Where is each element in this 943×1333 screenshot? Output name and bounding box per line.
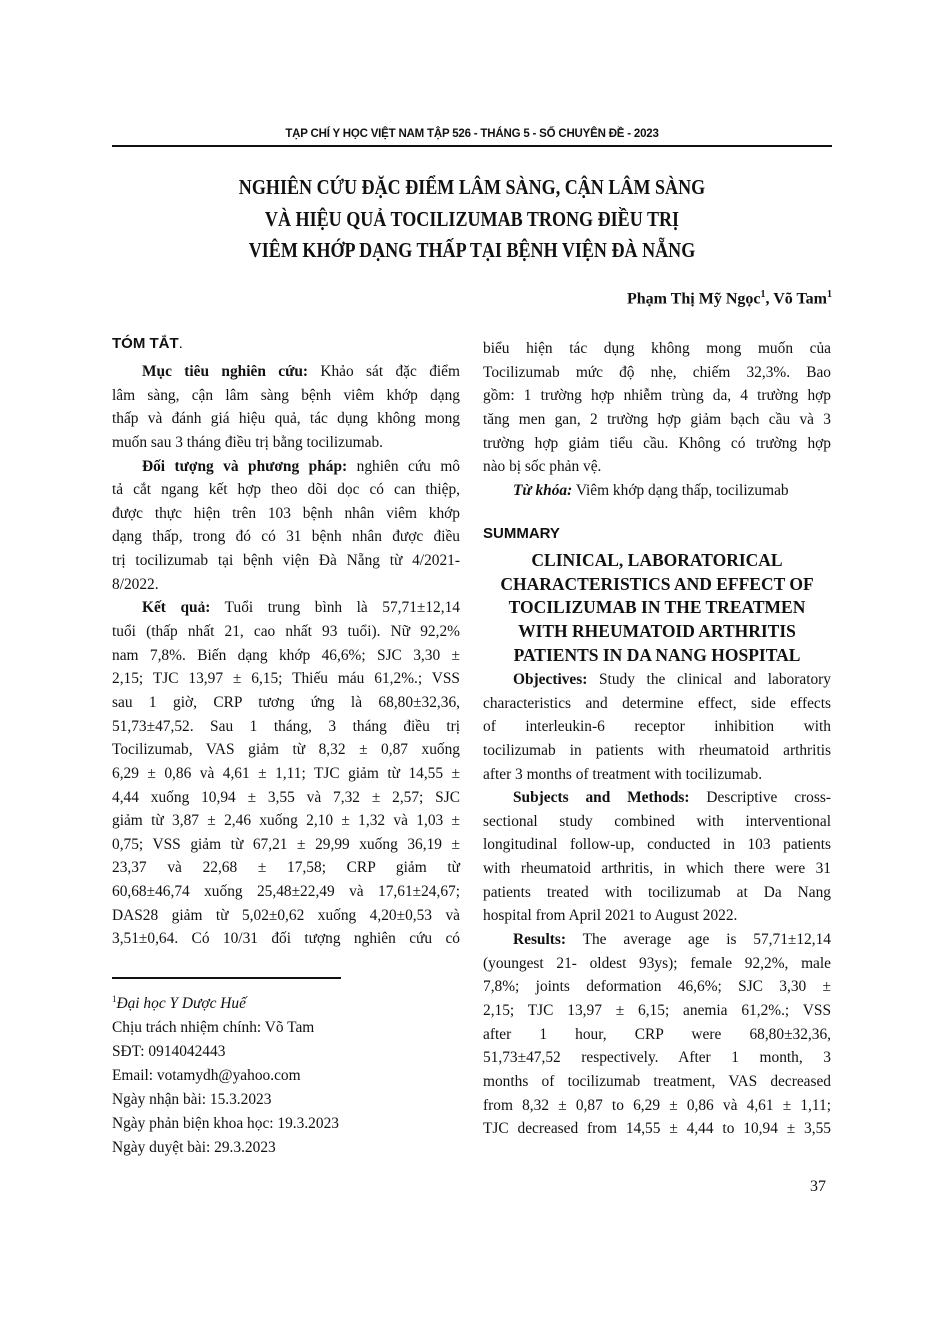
accepted-date: Ngày duyệt bài: 29.3.2023 <box>112 1139 276 1157</box>
line-text: months of tocilizumab treatment, VAS decreased <box>483 1072 831 1090</box>
text-line <box>112 431 460 455</box>
text-line <box>112 620 460 644</box>
line-text: longitudinal follow-up, conducted in 103 patients <box>483 836 831 854</box>
line-text: được thực hiện trên 103 bệnh nhân viêm khớp <box>112 504 460 522</box>
abstract-heading-vi <box>112 335 183 352</box>
text-line <box>483 361 831 385</box>
line-text: Tocilizumab mức độ nhẹ, chiếm 32,3%. Bao <box>483 363 831 381</box>
authors <box>627 289 832 308</box>
author-name: Phạm Thị Mỹ Ngọc <box>627 290 761 308</box>
line-text: The average age is 57,71±12,14 <box>566 931 831 949</box>
affiliation-text: Đại học Y Dược Huế <box>116 995 246 1013</box>
line-text: TJC decreased from 14,55 ± 4,44 to 10,94 ± 3,55 <box>483 1120 831 1138</box>
line-text: hospital from April 2021 to August 2022. <box>483 907 738 925</box>
text-line <box>112 786 460 810</box>
text-line <box>483 715 831 739</box>
text-line <box>112 549 460 573</box>
heading-dot: . <box>178 335 183 352</box>
paragraph <box>112 596 460 951</box>
text-line <box>112 738 460 762</box>
text-line <box>483 857 831 881</box>
line-text: characteristics and determine effect, side effects <box>483 694 831 712</box>
text-line <box>483 975 831 999</box>
line-text: Tuổi trung bình là 57,71±12,14 <box>210 599 460 617</box>
line-text: 3,51±0,64. Có 10/31 đối tượng nghiên cứu có <box>112 930 460 948</box>
text-line <box>483 1117 831 1141</box>
text-line <box>112 904 460 928</box>
english-title-line: WITH RHEUMATOID ARTHRITIS <box>518 621 796 642</box>
text-line <box>112 691 460 715</box>
line-text: gồm: 1 trường hợp nhiễm trùng da, 4 trường hợp <box>483 387 831 405</box>
line-text: after 1 hour, CRP were 68,80±32,36, <box>483 1025 831 1043</box>
footnote-rule <box>112 977 341 979</box>
paragraph <box>483 337 831 479</box>
header-rule <box>112 145 832 147</box>
text-line <box>483 739 831 763</box>
line-text: 60,68±46,74 xuống 25,48±22,49 và 17,61±24,67; <box>112 883 460 901</box>
line-text: 2,15; TJC 13,97 ± 6,15; anemia 61,2%.; VSS <box>483 1001 831 1019</box>
corresponding-author: Chịu trách nhiệm chính: Võ Tam <box>112 1019 315 1037</box>
paragraph <box>112 360 460 455</box>
paragraph-lead: Kết quả: <box>142 599 211 617</box>
phone: SĐT: 0914042443 <box>112 1043 226 1061</box>
english-title-line: PATIENTS IN DA NANG HOSPITAL <box>513 644 801 665</box>
page-number: 37 <box>810 1178 826 1195</box>
text-line <box>483 408 831 432</box>
summary-heading: SUMMARY <box>483 525 560 542</box>
text-line <box>112 856 460 880</box>
line-text: lâm sàng, cận lâm sàng bệnh viêm khớp dạng <box>112 386 460 404</box>
text-line <box>483 432 831 456</box>
line-text: muốn sau 3 tháng điều trị bằng tocilizumab. <box>112 433 383 451</box>
text-line <box>483 786 831 810</box>
affiliation-footnote <box>112 987 339 1016</box>
text-line <box>112 762 460 786</box>
paragraph-lead: Đối tượng và phương pháp: <box>142 457 348 475</box>
footnotes <box>112 987 339 1160</box>
text-line <box>112 478 460 502</box>
text-line <box>483 668 831 692</box>
line-text: tocilizumab in patients with rheumatoid arthritis <box>483 741 831 759</box>
heading-text: TÓM TẮT <box>112 335 179 352</box>
line-text: (youngest 21- oldest 93ys); female 92,2%, male <box>483 954 831 972</box>
paragraph-lead: Mục tiêu nghiên cứu: <box>142 363 308 380</box>
text-line <box>483 1094 831 1118</box>
text-line <box>483 833 831 857</box>
paragraph <box>112 455 460 597</box>
line-text: tăng men gan, 2 trường hợp giảm bạch cầu và 3 <box>483 410 831 428</box>
line-text: patients treated with tocilizumab at Da Nang <box>483 883 831 901</box>
text-line <box>112 644 460 668</box>
line-text: trị tocilizumab tại bệnh viện Đà Nẵng từ 4/2021- <box>112 552 460 570</box>
line-text: Khảo sát đặc điểm <box>308 363 460 380</box>
author-name: Võ Tam <box>773 290 827 308</box>
line-text: biểu hiện tác dụng không mong muốn của <box>483 340 831 357</box>
text-line <box>483 952 831 976</box>
text-line <box>112 809 460 833</box>
line-text: Study the clinical and laboratory <box>587 671 831 688</box>
line-text: 51,73±47,52. Sau 1 tháng, 3 tháng điều trị <box>112 717 460 735</box>
line-text: DAS28 giảm từ 5,02±0,62 xuống 4,20±0,53 và <box>112 906 460 924</box>
text-line <box>112 927 460 951</box>
paragraph <box>483 479 831 503</box>
email: Email: votamydh@yahoo.com <box>112 1067 301 1085</box>
received-date: Ngày nhận bài: 15.3.2023 <box>112 1091 272 1109</box>
line-text: thấp và đánh giá hiệu quả, tác dụng không mong <box>112 410 460 428</box>
line-text: 4,44 xuống 10,94 ± 3,55 và 7,32 ± 2,57; SJC <box>112 788 460 806</box>
line-text: 8/2022. <box>112 575 159 593</box>
paragraph <box>483 928 831 1141</box>
title-line: NGHIÊN CỨU ĐẶC ĐIỂM LÂM SÀNG, CẬN LÂM SÀNG <box>238 175 706 199</box>
affiliation-marker: 1 <box>827 289 832 300</box>
line-text: 6,29 ± 0,86 và 4,61 ± 1,11; TJC giảm từ 14,55 ± <box>112 764 460 782</box>
line-text: 2,15; TJC 13,97 ± 6,15; Thiếu máu 61,2%.; VSS <box>112 670 460 688</box>
line-text: sau 1 giờ, CRP tương ứng là 68,80±32,36, <box>112 693 460 711</box>
english-title <box>483 549 831 668</box>
text-line <box>112 360 460 384</box>
text-line <box>112 880 460 904</box>
text-line <box>112 715 460 739</box>
text-line <box>112 384 460 408</box>
article-title <box>112 172 832 267</box>
paragraph <box>483 668 831 786</box>
line-text: sectional study combined with interventional <box>483 812 831 830</box>
title-line: VIÊM KHỚP DẠNG THẤP TẠI BỆNH VIỆN ĐÀ NẴNG <box>248 238 696 262</box>
text-line <box>483 904 831 928</box>
affiliation-marker: 1 <box>760 289 766 300</box>
paragraph-lead: Từ khóa: <box>513 481 573 499</box>
line-text: Descriptive cross- <box>689 789 831 807</box>
line-text: 7,8%; joints deformation 46,6%; SJC 3,30 ± <box>483 978 831 996</box>
text-line <box>483 1070 831 1094</box>
text-line <box>483 763 831 787</box>
line-text: 51,73±47,52 respectively. After 1 month, 3 <box>483 1049 831 1067</box>
text-line <box>112 667 460 691</box>
line-text: 23,37 và 22,68 ± 17,58; CRP giảm từ <box>112 859 460 877</box>
text-line <box>483 337 831 361</box>
line-text: Tocilizumab, VAS giảm từ 8,32 ± 0,87 xuống <box>112 741 460 759</box>
english-summary <box>483 668 831 1141</box>
line-text: nam 7,8%. Biến dạng khớp 46,6%; SJC 3,30 ± <box>112 646 460 664</box>
english-title-line: CHARACTERISTICS AND EFFECT OF <box>500 573 814 594</box>
text-line <box>483 1046 831 1070</box>
text-line <box>112 502 460 526</box>
line-text: after 3 months of treatment with tocilizumab. <box>483 765 763 783</box>
english-title-line: TOCILIZUMAB IN THE TREATMEN <box>508 597 806 618</box>
text-line <box>483 881 831 905</box>
text-line <box>112 596 460 620</box>
footnote-marker: 1 <box>112 994 117 1004</box>
text-line <box>483 455 831 479</box>
text-line <box>112 833 460 857</box>
text-line <box>112 573 460 597</box>
text-line <box>483 928 831 952</box>
paragraph <box>483 786 831 928</box>
text-line <box>483 479 831 503</box>
text-line <box>483 692 831 716</box>
text-line <box>112 455 460 479</box>
review-date: Ngày phản biện khoa học: 19.3.2023 <box>112 1115 339 1133</box>
line-text: tả cắt ngang kết hợp theo dõi dọc có can thiệp, <box>112 481 460 499</box>
english-title-line: CLINICAL, LABORATORICAL <box>531 550 783 570</box>
text-line <box>483 384 831 408</box>
text-line <box>483 810 831 834</box>
journal-header: TẠP CHÍ Y HỌC VIỆT NAM TẬP 526 - THÁNG 5 - SỐ CHUYÊN ĐỀ - 2023 <box>285 128 659 140</box>
text-line <box>112 525 460 549</box>
text-line <box>112 407 460 431</box>
paragraph-lead: Subjects and Methods: <box>513 789 690 807</box>
line-text: from 8,32 ± 0,87 to 6,29 ± 0,86 và 4,61 ± 1,11; <box>483 1096 831 1114</box>
line-text: 0,75; VSS giảm từ 67,21 ± 29,99 xuống 36,19 ± <box>112 835 460 853</box>
line-text: nghiên cứu mô <box>347 457 461 475</box>
text-line <box>483 1023 831 1047</box>
right-column-abstract <box>483 337 831 502</box>
line-text: dạng thấp, trong đó có 31 bệnh nhân được điều <box>112 528 460 546</box>
line-text: of interleukin-6 receptor inhibition with <box>483 718 831 736</box>
line-text: with rheumatoid arthritis, in which there were 31 <box>483 860 831 878</box>
line-text: tuổi (thấp nhất 21, cao nhất 93 tuổi). Nữ 92,2% <box>112 623 460 641</box>
author-separator: , <box>765 290 774 308</box>
line-text: trường hợp giảm tiểu cầu. Không có trường hợp <box>483 434 831 452</box>
paragraph-lead: Results: <box>513 931 567 949</box>
line-text: nào bị sốc phản vệ. <box>483 458 602 476</box>
left-column-abstract <box>112 360 460 951</box>
text-line <box>483 999 831 1023</box>
line-text: Viêm khớp dạng thấp, tocilizumab <box>572 481 789 499</box>
paragraph-lead: Objectives: <box>513 671 588 688</box>
line-text: giảm từ 3,87 ± 2,46 xuống 2,10 ± 1,32 và 1,03 ± <box>112 812 460 830</box>
title-line: VÀ HIỆU QUẢ TOCILIZUMAB TRONG ĐIỀU TRỊ <box>264 206 680 231</box>
